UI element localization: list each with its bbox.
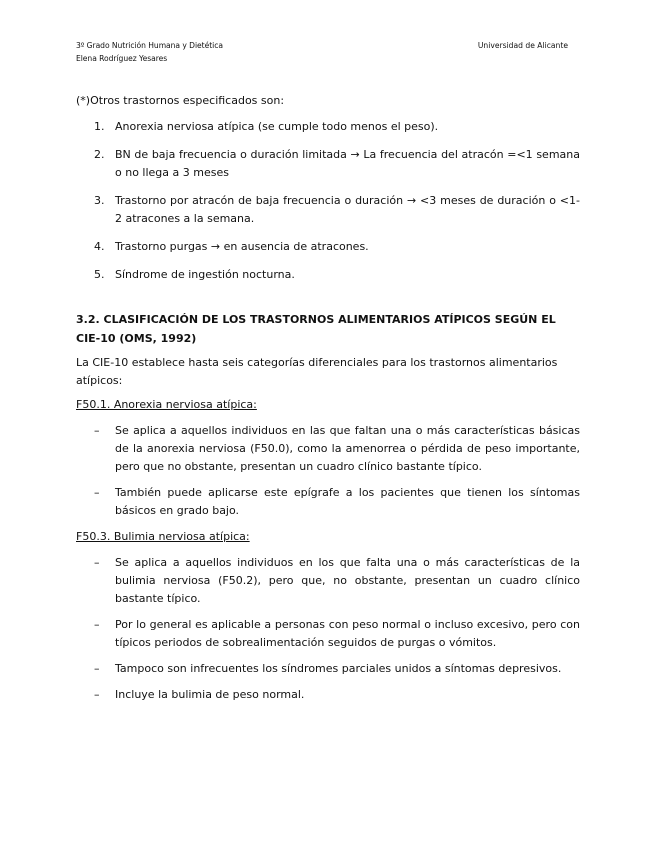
dash-bullet: – [94, 424, 100, 437]
list-item [76, 238, 580, 256]
bulimia-atypical-list [76, 554, 580, 704]
specified-intro: (*)Otros trastornos especificados son: [76, 94, 285, 107]
subsection-title-anorexia: F50.1. Anorexia nerviosa atípica: [76, 398, 257, 411]
list-item [76, 484, 580, 520]
anorexia-atypical-list [76, 422, 580, 520]
list-item-text: También puede aplicarse este epígrafe a los pacientes que tienen los síntomas básicos en grado bajo. [115, 486, 580, 517]
list-item-text: Trastorno purgas → en ausencia de atracones. [115, 240, 369, 253]
dash-bullet: – [94, 486, 100, 499]
author-name: Elena Rodríguez Yesares [76, 53, 168, 63]
list-item-text: Se aplica a aquellos individuos en las que faltan una o más características básicas de la anorexia nerviosa (F50.0), como la amenorrea o pérdida de peso importante, pero que no obstante, presentan un cuadro clínico bastante típico. [115, 424, 580, 473]
list-item-number: 2. [94, 148, 105, 161]
list-item-text: Por lo general es aplicable a personas con peso normal o incluso excesivo, pero con típicos periodos de sobrealimentación seguidos de purgas o vómitos. [115, 618, 580, 649]
subsection-title-bulimia: F50.3. Bulimia nerviosa atípica: [76, 530, 250, 543]
list-item-number: 4. [94, 240, 105, 253]
list-item-number: 3. [94, 194, 105, 207]
specified-disorders-list [76, 118, 580, 284]
list-item-text: Trastorno por atracón de baja frecuencia o duración → <3 meses de duración o <1-2 atracones a la semana. [115, 194, 580, 225]
dash-bullet: – [94, 618, 100, 631]
dash-bullet: – [94, 556, 100, 569]
list-item [76, 192, 580, 228]
list-item [76, 118, 580, 136]
list-item-number: 5. [94, 268, 105, 281]
list-item-text: Anorexia nerviosa atípica (se cumple todo menos el peso). [115, 120, 439, 133]
dash-bullet: – [94, 688, 100, 701]
list-item-text: Incluye la bulimia de peso normal. [115, 688, 305, 701]
list-item-text: Se aplica a aquellos individuos en los que falta una o más características de la bulimia nerviosa (F50.2), pero que, no obstante, presentan un cuadro clínico bastante típico. [115, 556, 580, 605]
list-item [76, 554, 580, 608]
section-intro: La CIE-10 establece hasta seis categorías diferenciales para los trastornos alimentarios atípicos: [76, 356, 558, 387]
list-item [76, 146, 580, 182]
document-body [76, 92, 580, 712]
list-item [76, 616, 580, 652]
list-item [76, 422, 580, 476]
course-name: 3º Grado Nutrición Humana y Dietética [76, 41, 223, 50]
page-header-left [76, 40, 223, 65]
dash-bullet: – [94, 662, 100, 675]
list-item-text: BN de baja frecuencia o duración limitada → La frecuencia del atracón =<1 semana o no llega a 3 meses [115, 148, 580, 179]
list-item-number: 1. [94, 120, 105, 133]
list-item [76, 660, 580, 678]
university-name: Universidad de Alicante [477, 41, 568, 50]
list-item-text: Tampoco son infrecuentes los síndromes parciales unidos a síntomas depresivos. [115, 662, 562, 675]
section-heading: 3.2. CLASIFICACIÓN DE LOS TRASTORNOS ALIMENTARIOS ATÍPICOS SEGÚN EL CIE-10 (OMS, 1992) [76, 313, 556, 345]
list-item [76, 266, 580, 284]
list-item [76, 686, 580, 704]
list-item-text: Síndrome de ingestión nocturna. [115, 268, 295, 281]
